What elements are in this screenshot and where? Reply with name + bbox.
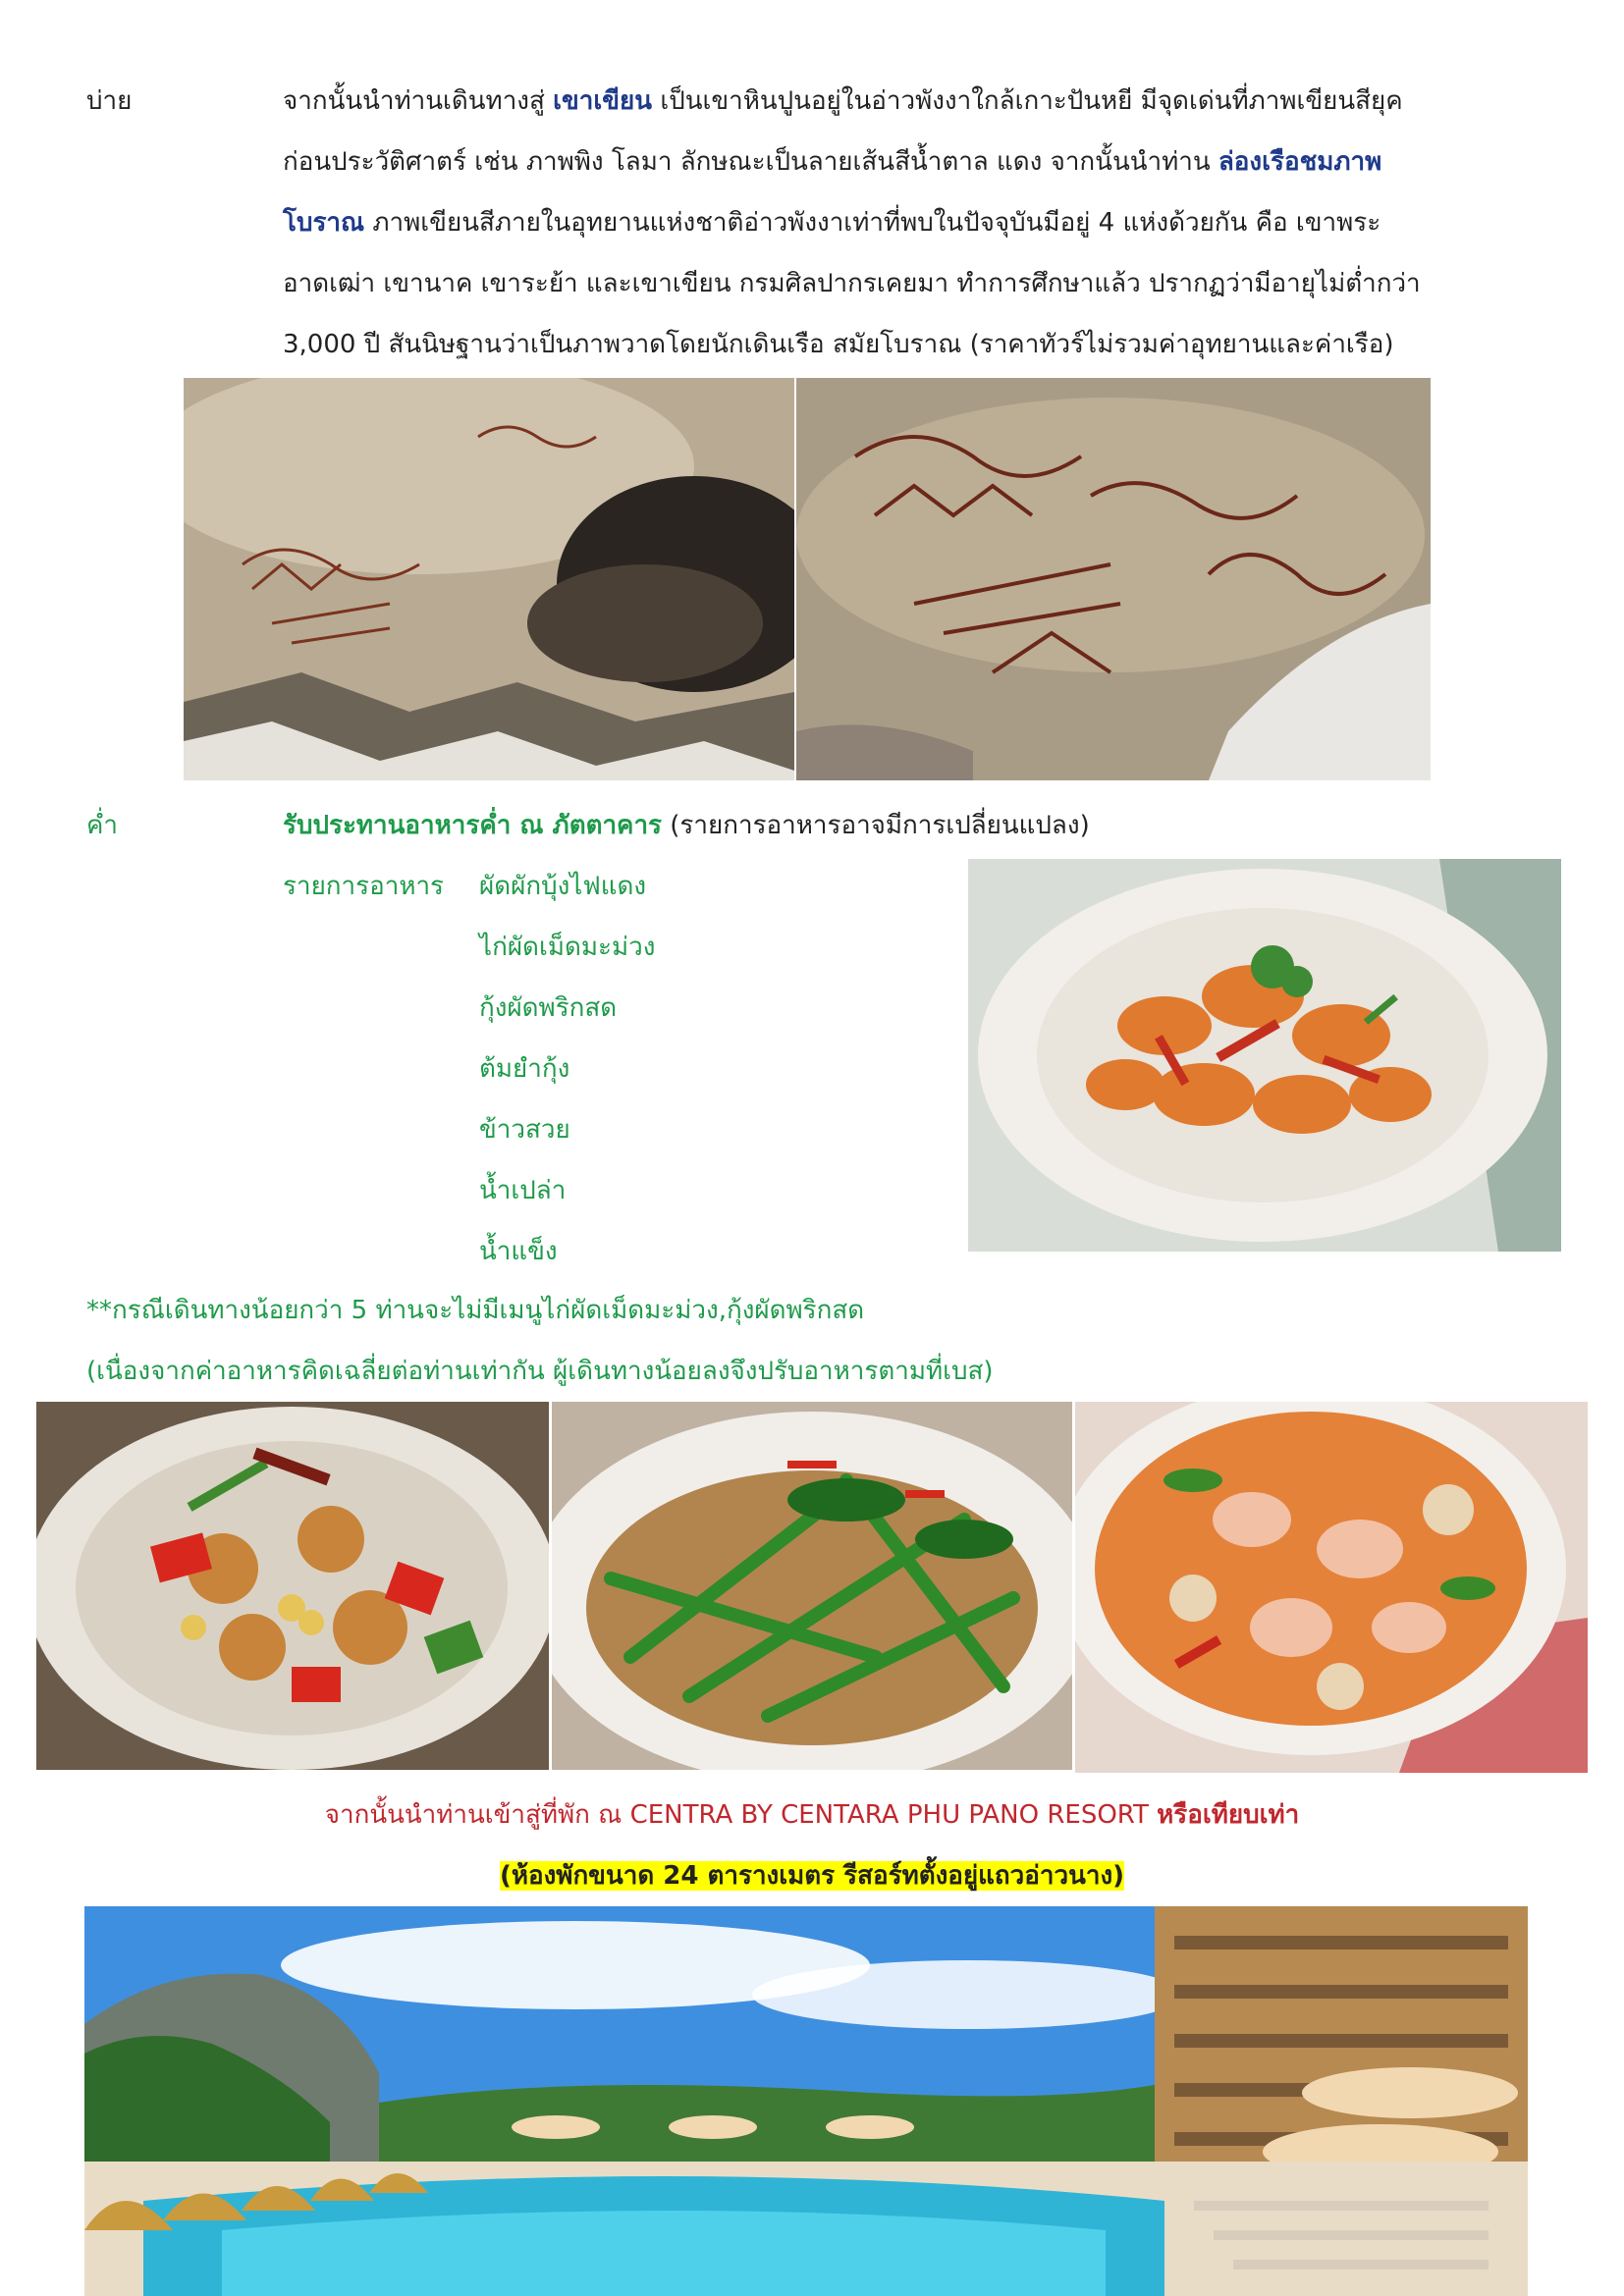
- dinner-title: รับประทานอาหารค่ำ ณ ภัตตาคาร: [283, 811, 663, 840]
- menu-item: น้ำแข็ง: [479, 1237, 558, 1266]
- shrimp-dish-photo: [968, 859, 1561, 1252]
- text: จากนั้นนำท่านเดินทางสู่: [283, 86, 545, 116]
- cave-painting-photo-2: [796, 378, 1431, 780]
- afternoon-line-5: 3,000 ปี สันนิษฐานว่าเป็นภาพวาดโดยนักเดินเรือ สมัยโบราณ (ราคาทัวร์ไม่รวมค่าอุทยานและค่าเรือ): [283, 330, 1394, 359]
- afternoon-line-1: [283, 71, 1549, 132]
- dinner-note: (รายการอาหารอาจมีการเปลี่ยนแปลง): [670, 811, 1090, 840]
- menu-item: น้ำเปล่า: [479, 1176, 567, 1205]
- afternoon-line-3: [283, 192, 1549, 253]
- resort-pool-photo: [84, 1906, 1528, 2296]
- cave-painting-photo-1: [184, 378, 794, 780]
- menu-item: ข้าวสวย: [479, 1115, 570, 1145]
- keyword-khao-khian: เขาเขียน: [553, 86, 653, 116]
- text: ก่อนประวัติศาตร์ เช่น ภาพพิง โลมา ลักษณะเป็นลายเส้นสีน้ำตาล แดง จากนั้นนำท่าน: [283, 147, 1211, 177]
- menu-remark-1: **กรณีเดินทางน้อยกว่า 5 ท่านจะไม่มีเมนูไก่ผัดเม็ดมะม่วง,กุ้งผัดพริกสด: [86, 1296, 865, 1325]
- dinner-title-line: [283, 795, 1090, 856]
- afternoon-text: [283, 71, 1549, 375]
- afternoon-line-2: [283, 132, 1549, 192]
- text: เป็นเขาหินปูนอยู่ในอ่าวพังงาใกล้เกาะปันหยี มีจุดเด่นที่ภาพเขียนสียุค: [660, 86, 1403, 116]
- hotel-line-1-text: [0, 1785, 1624, 1845]
- room-size-note: (ห้องพักขนาด 24 ตารางเมตร รีสอร์ทตั้งอยู่แถวอ่าวนาง): [499, 1861, 1125, 1891]
- or-equivalent: หรือเทียบเท่า: [1157, 1800, 1300, 1830]
- afternoon-label: บ่าย: [86, 86, 133, 116]
- dinner-label: ค่ำ: [86, 811, 118, 840]
- menu-item: ผัดผักบุ้งไฟแดง: [479, 872, 647, 901]
- cashew-chicken-photo: [36, 1402, 549, 1770]
- text: จากนั้นนำท่านเข้าสู่ที่พัก ณ: [324, 1800, 623, 1830]
- text: ภาพเขียนสีภายในอุทยานแห่งชาติอ่าวพังงาเท่าที่พบในปัจจุบันมีอยู่ 4 แห่งด้วยกัน คือ เขาพระ: [372, 208, 1381, 238]
- menu-label: รายการอาหาร: [283, 872, 445, 901]
- menu-item: ต้มยำกุ้ง: [479, 1054, 570, 1084]
- keyword-boat-trip: ล่องเรือชมภาพ: [1218, 147, 1382, 177]
- morning-glory-photo: [552, 1402, 1072, 1770]
- menu-item: กุ้งผัดพริกสด: [479, 993, 618, 1023]
- menu-item: ไก่ผัดเม็ดมะม่วง: [479, 933, 656, 962]
- hotel-line-1: [0, 1785, 1624, 1845]
- menu-remark-2: (เนื่องจากค่าอาหารคิดเฉลี่ยต่อท่านเท่ากัน ผู้เดินทางน้อยลงจึงปรับอาหารตามที่เบส): [86, 1357, 994, 1386]
- hotel-name: CENTRA BY CENTARA PHU PANO RESORT: [629, 1800, 1149, 1830]
- keyword-ancient: โบราณ: [283, 208, 365, 238]
- hotel-line-2: [0, 1845, 1624, 1906]
- tom-yum-photo: [1075, 1402, 1588, 1773]
- menu-list: [479, 856, 655, 1282]
- afternoon-line-4: อาดเฒ่า เขานาค เขาระย้า และเขาเขียน กรมศิลปากรเคยมา ทำการศึกษาแล้ว ปรากฏว่ามีอายุไม่ต่ำกว่า: [283, 269, 1421, 298]
